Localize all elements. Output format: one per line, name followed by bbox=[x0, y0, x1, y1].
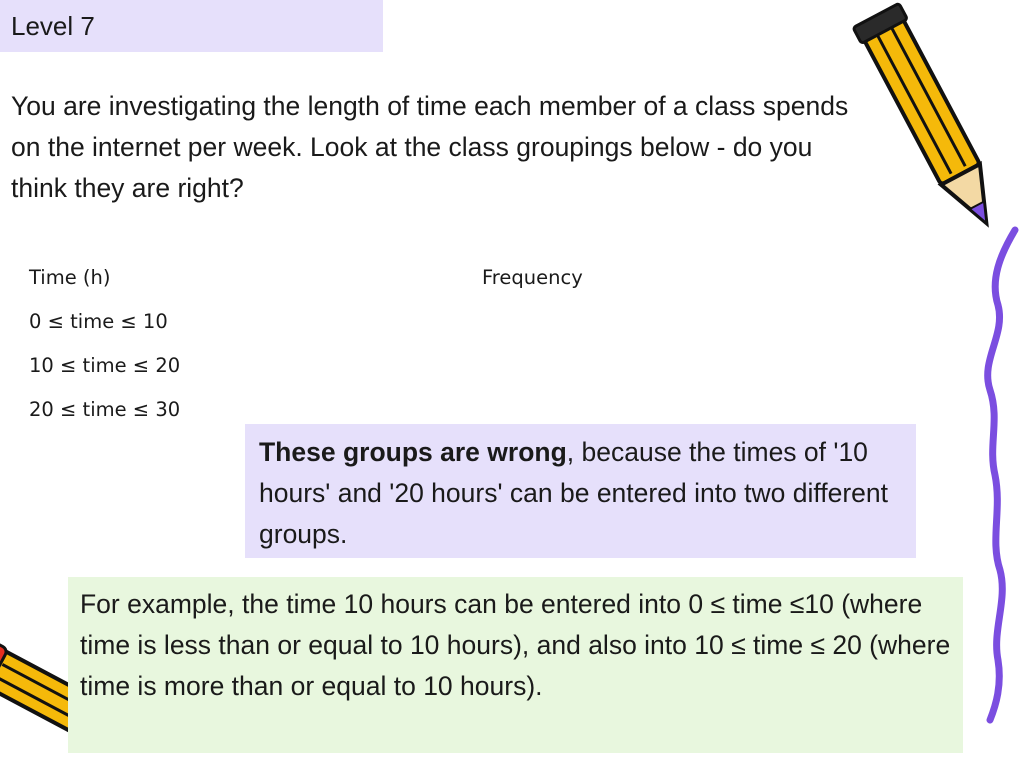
table-row: 0 ≤ time ≤ 10 bbox=[29, 310, 168, 333]
table-row: 10 ≤ time ≤ 20 bbox=[29, 354, 181, 377]
level-title: Level 7 bbox=[11, 11, 95, 41]
table-row: 20 ≤ time ≤ 30 bbox=[29, 398, 181, 421]
squiggle-line bbox=[960, 225, 1024, 725]
example-box bbox=[68, 577, 963, 753]
answer-box bbox=[245, 424, 916, 558]
intro-text: You are investigating the length of time each member of a class spends on the internet per week. Look at the class groupings below - do you think they are right? bbox=[11, 91, 849, 203]
level-title-box bbox=[0, 0, 383, 52]
answer-text: , because the times of '10 hours' and '20 hours' can be entered into two different groups. bbox=[259, 437, 889, 549]
table-header-frequency: Frequency bbox=[482, 266, 583, 289]
pencil-icon bbox=[860, 0, 1010, 245]
table-header-time: Time (h) bbox=[29, 266, 111, 289]
answer-bold-text: These groups are wrong bbox=[259, 437, 567, 467]
example-text: For example, the time 10 hours can be entered into 0 ≤ time ≤10 (where time is less than or equal to 10 hours), and also into 10 ≤ time ≤ 20 (where time is more than or equal to 10 hours). bbox=[80, 589, 951, 701]
